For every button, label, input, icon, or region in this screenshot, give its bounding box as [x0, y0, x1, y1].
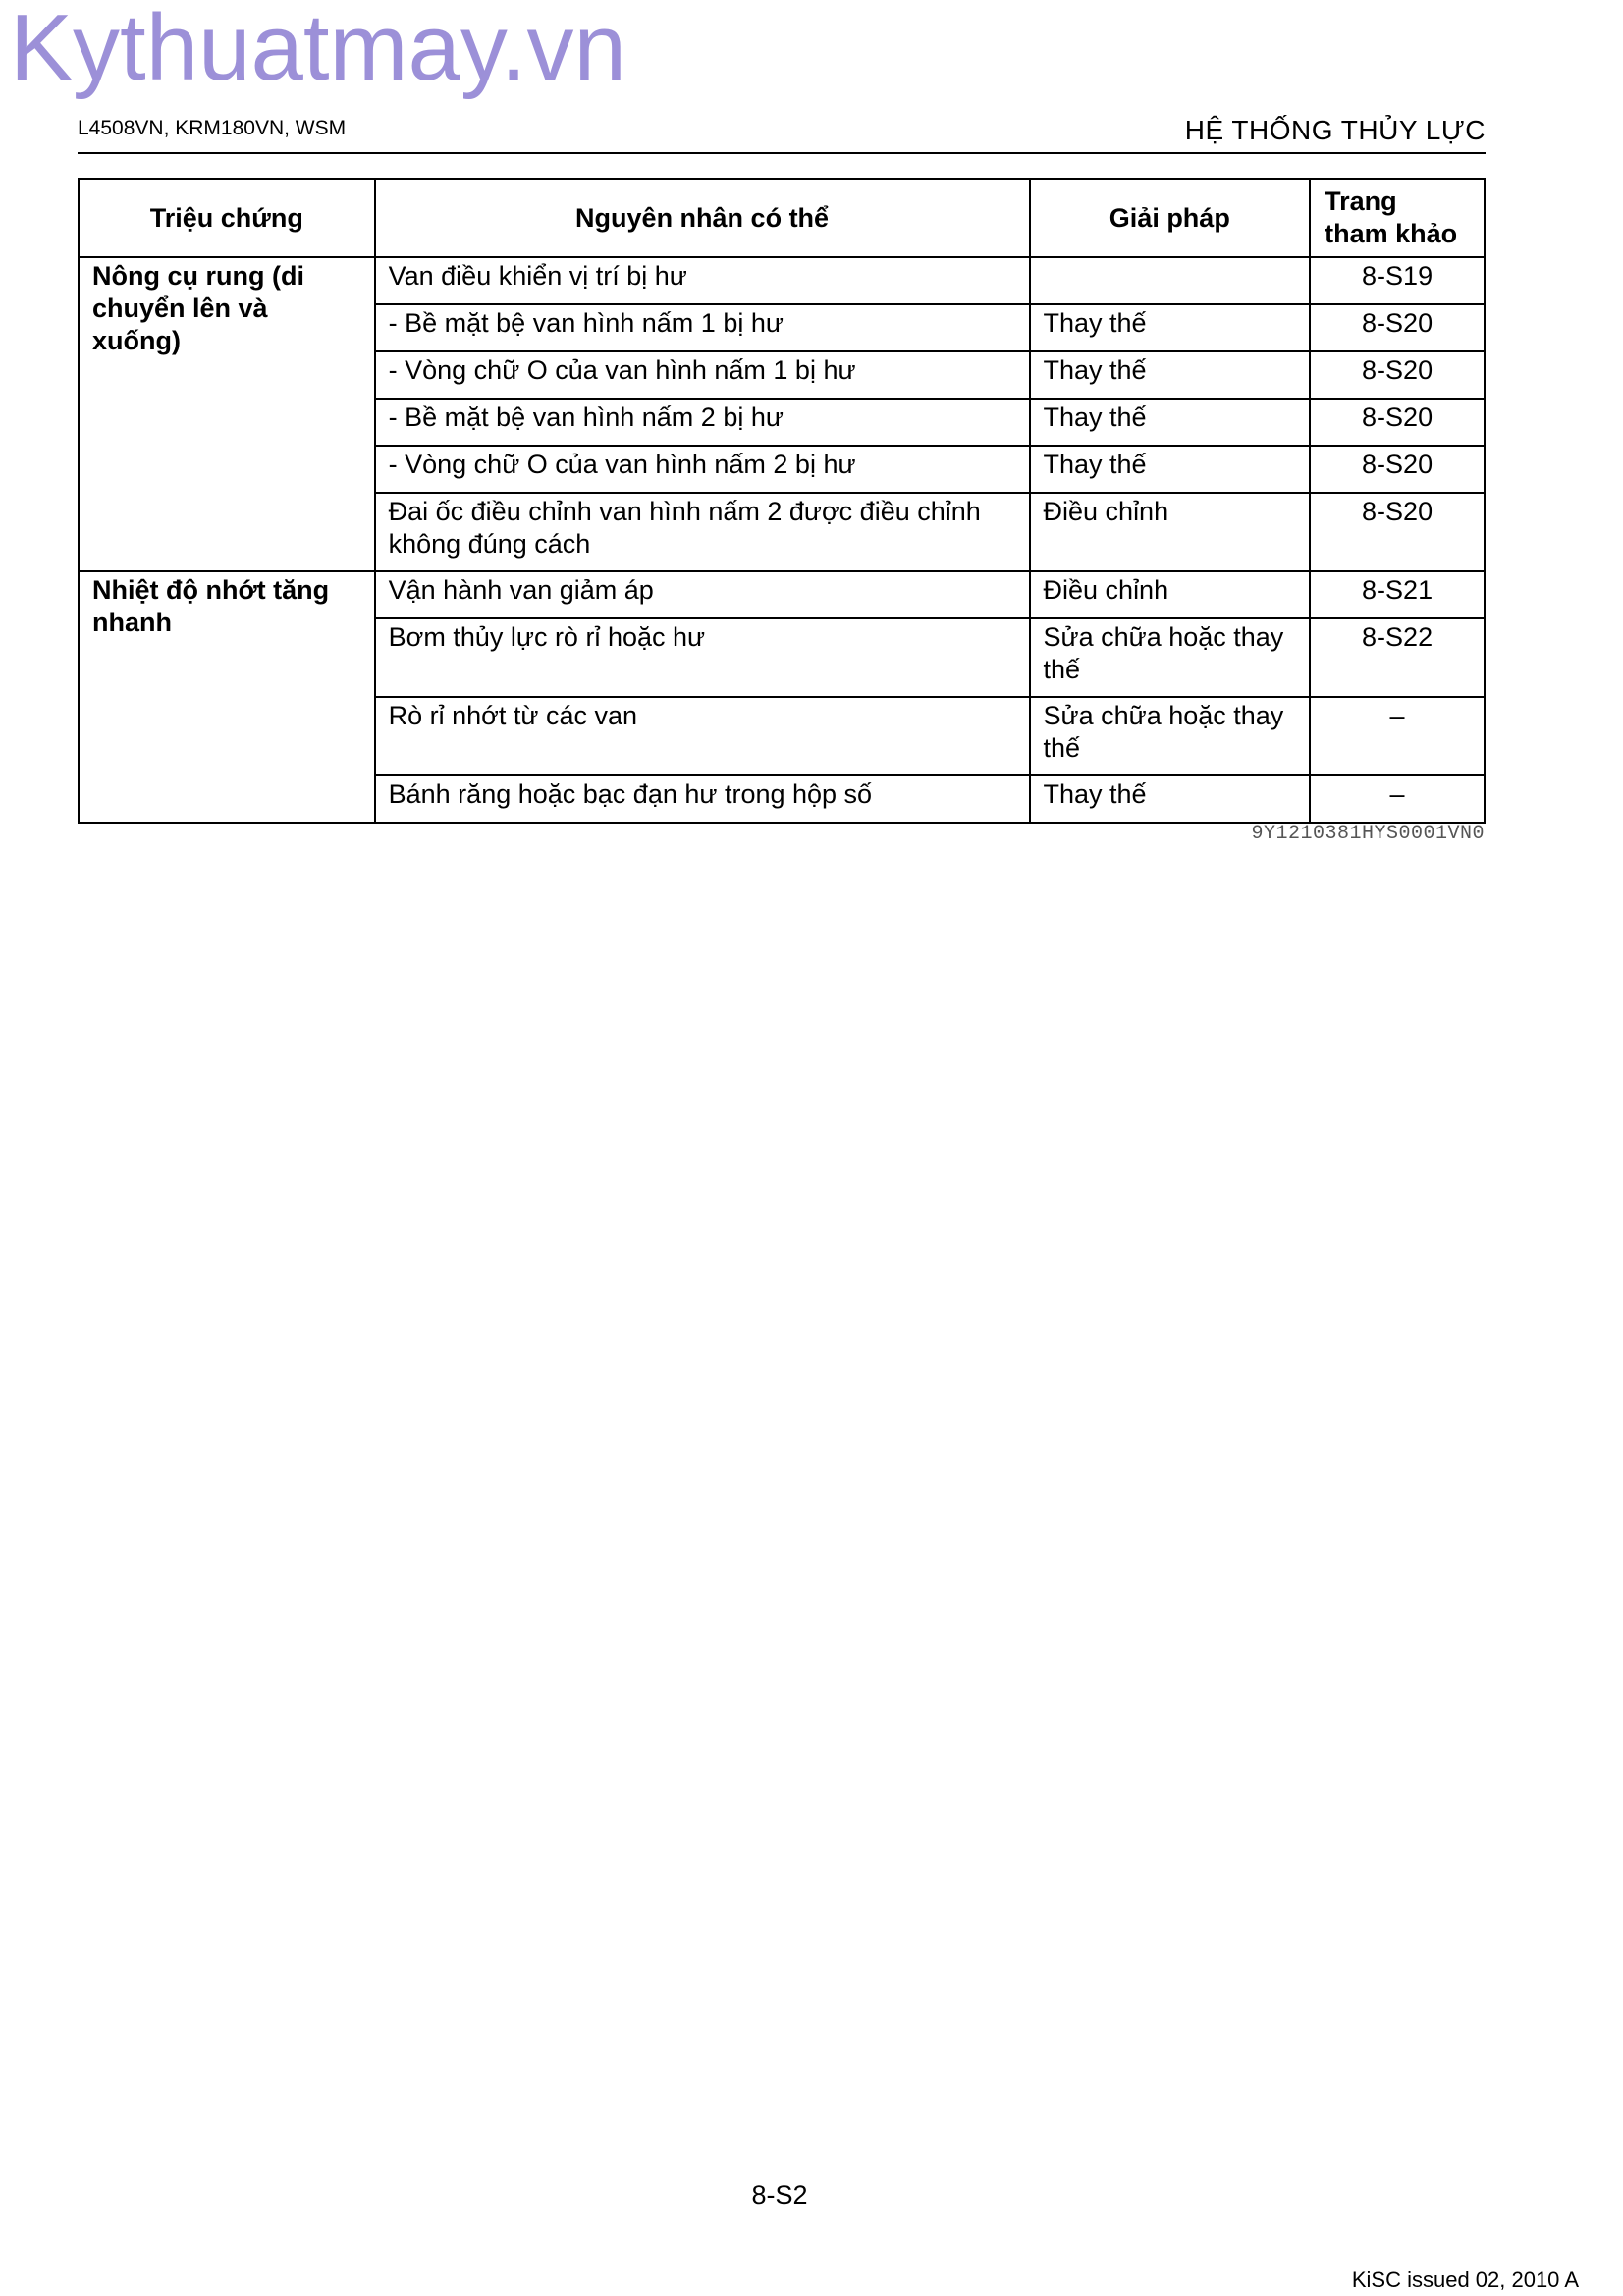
cause-cell: Bánh răng hoặc bạc đạn hư trong hộp số: [375, 775, 1030, 823]
remedy-cell: Thay thế: [1030, 775, 1311, 823]
page-cell: –: [1310, 775, 1485, 823]
cause-cell: - Vòng chữ O của van hình nấm 2 bị hư: [375, 446, 1030, 493]
watermark-logo: Kythuatmay.vn: [10, 0, 626, 100]
remedy-cell: Thay thế: [1030, 351, 1311, 399]
remedy-cell: Thay thế: [1030, 446, 1311, 493]
header-cause: Nguyên nhân có thể: [375, 179, 1030, 257]
document-id: 9Y1210381HYS0001VN0: [1251, 823, 1485, 845]
symptom-cell: Nhiệt độ nhớt tăng nhanh: [79, 571, 375, 823]
header-models: L4508VN, KRM180VN, WSM: [78, 117, 347, 139]
cause-cell: Van điều khiển vị trí bị hư: [375, 257, 1030, 304]
cause-cell: - Bề mặt bệ van hình nấm 2 bị hư: [375, 399, 1030, 446]
page-cell: 8-S19: [1310, 257, 1485, 304]
page-cell: 8-S20: [1310, 493, 1485, 571]
table-header-row: [79, 179, 1485, 257]
page-cell: 8-S21: [1310, 571, 1485, 618]
header-page-line1: Trang: [1325, 187, 1397, 216]
page-cell: 8-S20: [1310, 446, 1485, 493]
page-cell: 8-S20: [1310, 399, 1485, 446]
issue-note: KiSC issued 02, 2010 A: [1351, 2268, 1579, 2292]
header-page-line2: tham khảo: [1325, 219, 1458, 248]
header-reference-page: [1310, 179, 1485, 257]
page-cell: 8-S20: [1310, 351, 1485, 399]
cause-cell: Rò rỉ nhớt từ các van: [375, 697, 1030, 775]
remedy-cell: Sửa chữa hoặc thay thế: [1030, 697, 1311, 775]
remedy-cell: Điều chỉnh: [1030, 493, 1311, 571]
header-remedy: Giải pháp: [1030, 179, 1311, 257]
troubleshooting-table: [78, 178, 1486, 824]
page-cell: –: [1310, 697, 1485, 775]
cause-cell: - Bề mặt bệ van hình nấm 1 bị hư: [375, 304, 1030, 351]
table-row: [79, 257, 1485, 304]
page-cell: 8-S22: [1310, 618, 1485, 697]
page-number: 8-S2: [751, 2180, 808, 2210]
page-cell: 8-S20: [1310, 304, 1485, 351]
cause-cell: Bơm thủy lực rò rỉ hoặc hư: [375, 618, 1030, 697]
cause-cell: Đai ốc điều chỉnh van hình nấm 2 được điều chỉnh không đúng cách: [375, 493, 1030, 571]
header-section-title: HỆ THỐNG THỦY LỰC: [1184, 115, 1486, 145]
table-row: [79, 571, 1485, 618]
remedy-cell: Thay thế: [1030, 399, 1311, 446]
header-symptom: Triệu chứng: [79, 179, 375, 257]
remedy-cell: [1030, 257, 1311, 304]
cause-cell: Vận hành van giảm áp: [375, 571, 1030, 618]
remedy-cell: Thay thế: [1030, 304, 1311, 351]
header-divider: [78, 152, 1486, 154]
symptom-cell: Nông cụ rung (di chuyển lên và xuống): [79, 257, 375, 571]
cause-cell: - Vòng chữ O của van hình nấm 1 bị hư: [375, 351, 1030, 399]
remedy-cell: Điều chỉnh: [1030, 571, 1311, 618]
remedy-cell: Sửa chữa hoặc thay thế: [1030, 618, 1311, 697]
